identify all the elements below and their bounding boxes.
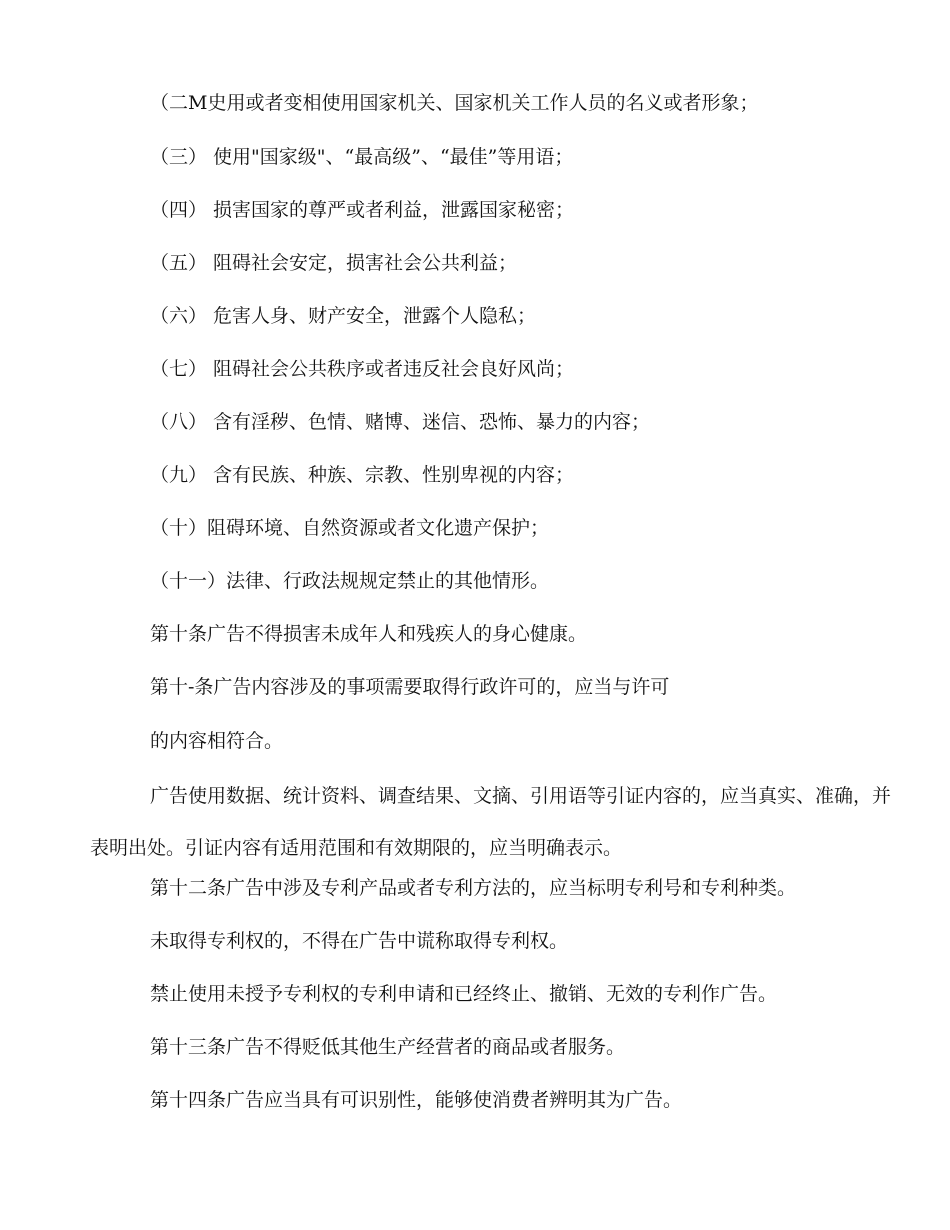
article-11-line-2: 的内容相符合。 <box>150 730 284 752</box>
clause-item-2: （二M史用或者变相使用国家机关、国家机关工作人员的名义或者形象； <box>150 92 759 114</box>
clause-item-6: （六） 危害人身、财产安全，泄露个人隐私； <box>150 305 537 327</box>
clause-item-9: （九） 含有民族、种族、宗教、性别卑视的内容； <box>150 464 575 486</box>
article-13: 第十三条广告不得贬低其他生产经营者的商品或者服务。 <box>150 1036 626 1058</box>
article-11-line-1: 第十-条广告内容涉及的事项需要取得行政许可的，应当与许可 <box>150 676 670 698</box>
clause-item-3: （三） 使用"国家级"、“最高级”、“最佳”等用语； <box>150 146 574 168</box>
clause-item-11: （十一）法律、行政法规规定禁止的其他情形。 <box>150 570 550 592</box>
clause-item-4: （四） 损害国家的尊严或者利益，泄露国家秘密； <box>150 199 575 221</box>
article-10: 第十条广告不得损害未成年人和残疾人的身心健康。 <box>150 623 588 645</box>
clause-item-10: （十）阻碍环境、自然资源或者文化遗产保护； <box>150 517 550 539</box>
article-12: 第十二条广告中涉及专利产品或者专利方法的，应当标明专利号和专利种类。 <box>150 877 797 899</box>
clause-item-8: （八） 含有淫秽、色情、赌博、迷信、恐怖、暴力的内容； <box>150 411 651 433</box>
clause-item-7: （七） 阻碍社会公共秩序或者违反社会良好风尚； <box>150 358 575 380</box>
article-12-no-patent: 未取得专利权的，不得在广告中谎称取得专利权。 <box>150 930 569 952</box>
clause-item-5: （五） 阻碍社会安定，损害社会公共利益； <box>150 252 518 274</box>
citation-paragraph: 广告使用数据、统计资料、调查结果、文摘、引用语等引证内容的，应当真实、准确，并表明出处。引证内容有适用范围和有效期限的，应当明确表示。 <box>90 785 892 859</box>
article-14: 第十四条广告应当具有可识别性，能够使消费者辨明其为广告。 <box>150 1089 683 1111</box>
article-12-prohibition: 禁止使用未授予专利权的专利申请和已经终止、撤销、无效的专利作广告。 <box>150 983 778 1005</box>
